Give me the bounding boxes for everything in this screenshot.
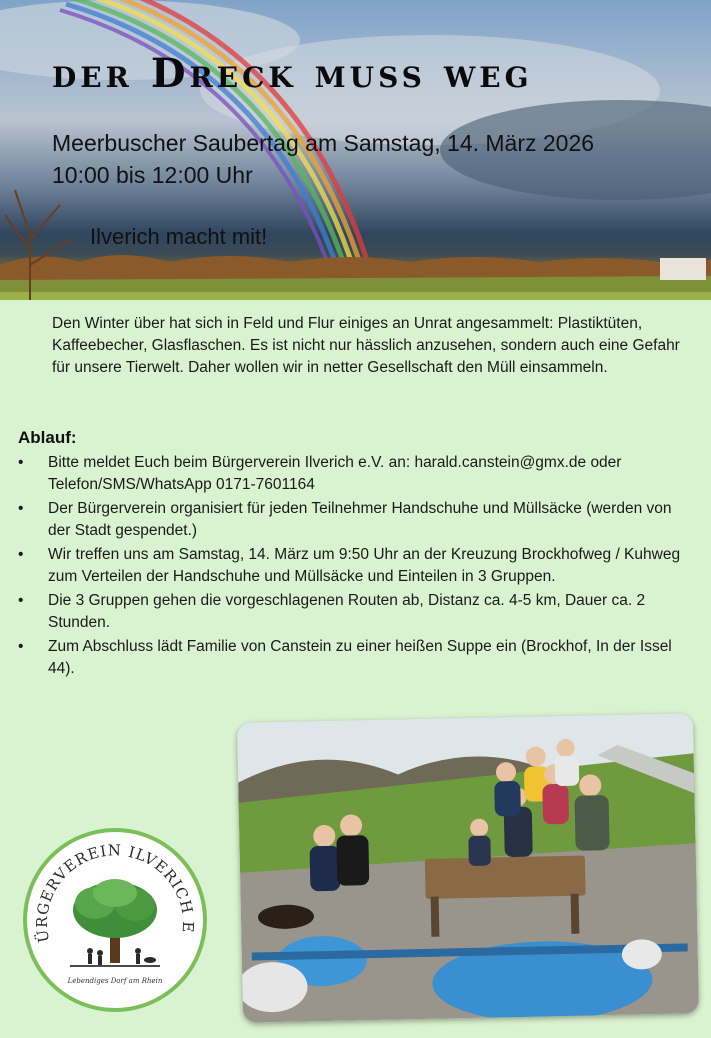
intro-paragraph: Den Winter über hat sich in Feld und Flur einiges an Unrat angesammelt: Plastiktüten, Kaffeebecher, Glasflaschen. Es ist nicht nur hässlich anzusehen, sondern auch eine Gefahr für unsere Tierwelt. Daher wollen wir in netter Gesellschaft den Müll einsammeln. bbox=[52, 315, 680, 376]
list-item bbox=[18, 590, 698, 634]
bullet: • bbox=[18, 500, 24, 517]
bullet: • bbox=[18, 546, 24, 563]
bullet: • bbox=[18, 592, 24, 609]
event-date: Meerbuscher Saubertag am Samstag, 14. März 2026 bbox=[52, 130, 595, 156]
logo-ring-text: ÜRGERVEREIN ILVERICH E bbox=[32, 841, 198, 944]
group-photo bbox=[237, 713, 699, 1022]
list-item-text: Die 3 Gruppen gehen die vorgeschlagenen Routen ab, Distanz ca. 4-5 km, Dauer ca. 2 Stunden. bbox=[48, 592, 646, 631]
page-title: der Dreck muss weg bbox=[52, 50, 533, 97]
slogan: Ilverich macht mit! bbox=[90, 224, 268, 249]
logo-tagline: Lebendiges Dorf am Rhein bbox=[67, 977, 163, 985]
list-item-text: Wir treffen uns am Samstag, 14. März um 9:50 Uhr an der Kreuzung Brockhofweg / Kuhweg zum Verteilen der Handschuhe und Müllsäcke und Einteilen in 3 Gruppen. bbox=[48, 546, 681, 585]
ablauf-heading: Ablauf: bbox=[18, 428, 77, 447]
ablauf-list bbox=[18, 452, 698, 682]
logo-emblem bbox=[20, 825, 210, 1015]
list-item-text: Zum Abschluss lädt Familie von Canstein zu einer heißen Suppe ein (Brockhof, In der Issel 44). bbox=[48, 638, 672, 677]
list-item-text: Bitte meldet Euch beim Bürgerverein Ilverich e.V. an: harald.canstein@gmx.de oder Telefon/SMS/WhatsApp 0171-7601164 bbox=[48, 454, 622, 493]
group-photo-illustration bbox=[237, 713, 699, 1022]
list-item bbox=[18, 544, 698, 588]
bullet: • bbox=[18, 638, 24, 655]
list-item bbox=[18, 452, 698, 496]
event-time: 10:00 bis 12:00 Uhr bbox=[52, 162, 253, 188]
event-subtitle bbox=[52, 127, 594, 191]
list-item bbox=[18, 498, 698, 542]
list-item bbox=[18, 636, 698, 680]
buergerverein-logo bbox=[20, 825, 210, 1015]
bullet: • bbox=[18, 454, 24, 471]
list-item-text: Der Bürgerverein organisiert für jeden Teilnehmer Handschuhe und Müllsäcke (werden von der Stadt gespendet.) bbox=[48, 500, 672, 539]
